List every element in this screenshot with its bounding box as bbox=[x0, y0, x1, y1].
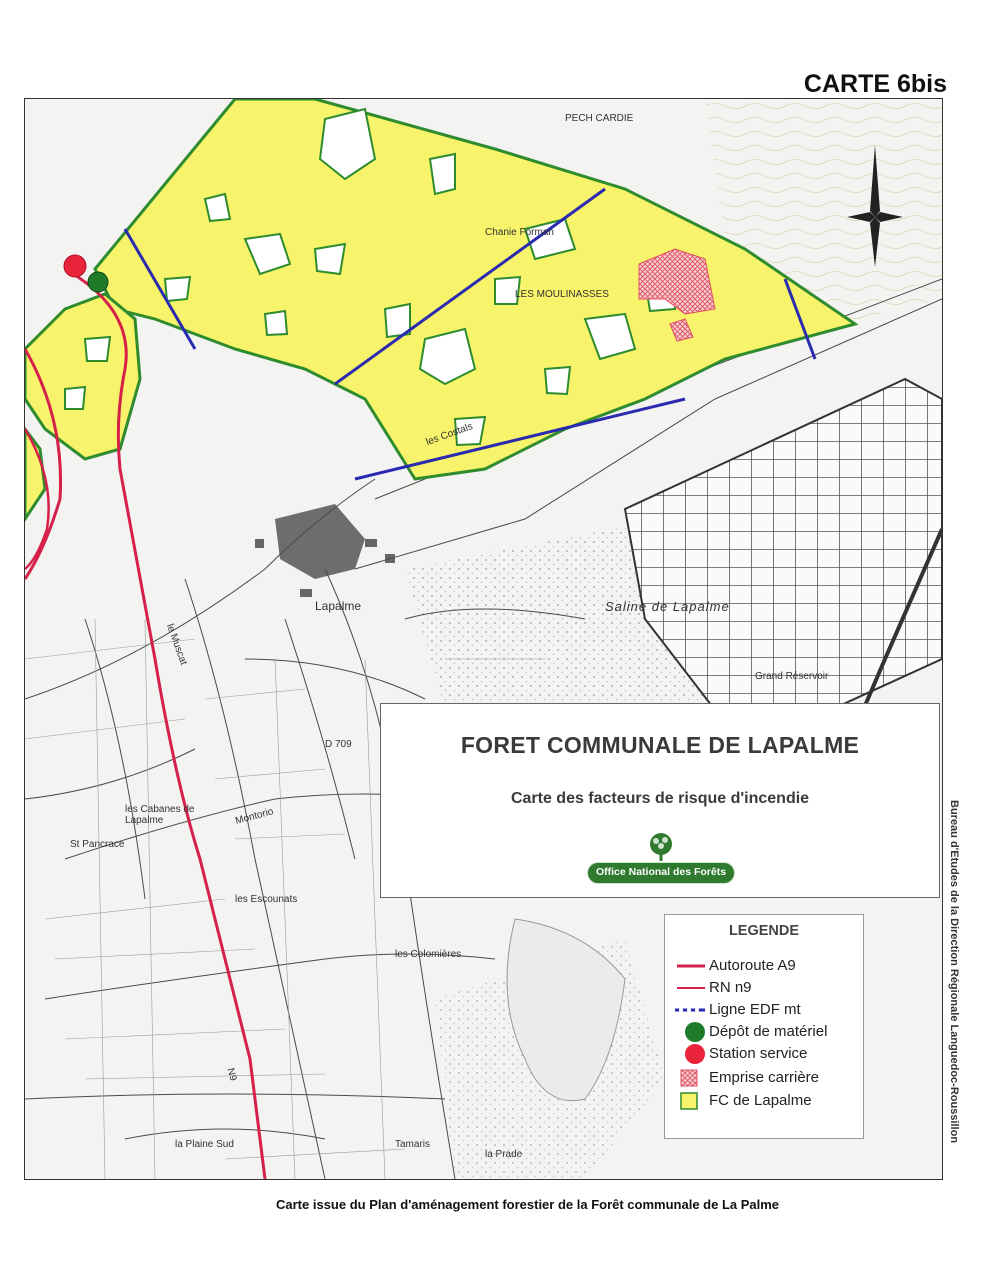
legend-item-fc bbox=[675, 1091, 861, 1111]
place-st-pancrace: St Pancrace bbox=[70, 839, 125, 850]
place-colomieres: les Colomières bbox=[395, 949, 462, 960]
side-credit-text: Bureau d'Etudes de la Direction Régionale Languedoc-Roussillon bbox=[948, 800, 960, 1144]
legend-label: Emprise carrière bbox=[709, 1069, 820, 1086]
place-cabanes: les Cabanes de Lapalme bbox=[125, 804, 195, 826]
yellow-square-icon bbox=[675, 1091, 705, 1111]
legend-item-depot bbox=[675, 1022, 861, 1042]
legend-title: LEGENDE bbox=[728, 923, 800, 939]
legend-box bbox=[664, 914, 864, 1139]
place-lapalme: Lapalme bbox=[315, 599, 362, 613]
map-title: FORET COMMUNALE DE LAPALME bbox=[460, 732, 860, 758]
red-line-icon bbox=[675, 956, 705, 976]
legend-item-edf bbox=[675, 1000, 861, 1020]
place-saline: Saline de Lapalme bbox=[605, 599, 730, 614]
side-credit bbox=[950, 800, 970, 1180]
depot-materiel-marker bbox=[88, 272, 108, 292]
legend-item-station bbox=[675, 1044, 861, 1064]
legend-label: RN n9 bbox=[709, 979, 752, 996]
legend-item-rn9 bbox=[675, 978, 861, 998]
place-chanie: Chanie Forman bbox=[485, 227, 554, 238]
legend-item-autoroute bbox=[675, 956, 861, 976]
legend-item-carriere bbox=[675, 1068, 861, 1088]
card-number-label: CARTE 6bis bbox=[803, 70, 947, 98]
onf-logo-text: Office National des Forêts bbox=[587, 862, 735, 884]
map-subtitle: Carte des facteurs de risque d'incendie bbox=[510, 790, 810, 807]
tree-icon bbox=[645, 832, 677, 862]
red-dot-icon bbox=[675, 1044, 705, 1064]
place-pech-cardie: PECH CARDIE bbox=[565, 113, 634, 124]
onf-logo bbox=[587, 832, 735, 884]
place-muscat: le Muscat bbox=[163, 622, 189, 667]
red-line-icon bbox=[675, 978, 705, 998]
green-dot-icon bbox=[675, 1022, 705, 1042]
place-escounats: les Escounats bbox=[235, 894, 298, 905]
footer-caption: Carte issue du Plan d'aménagement forestier de la Forêt communale de La Palme bbox=[276, 1197, 780, 1212]
legend-label: Station service bbox=[709, 1045, 808, 1062]
hatched-square-icon bbox=[675, 1068, 705, 1088]
power-line-icon bbox=[675, 1000, 705, 1020]
place-grand-reservoir: Grand Réservoir bbox=[755, 671, 829, 682]
place-costals: les Costals bbox=[424, 420, 475, 449]
place-plaine-sud: la Plaine Sud bbox=[175, 1139, 234, 1150]
place-tamaris: Tamaris bbox=[395, 1139, 431, 1150]
place-prade: la Prade bbox=[485, 1149, 523, 1160]
station-service-marker bbox=[64, 255, 86, 277]
map-title-box bbox=[380, 703, 940, 898]
place-montorio: Montorio bbox=[234, 806, 275, 827]
legend-label: Dépôt de matériel bbox=[709, 1023, 828, 1040]
place-moulinasses: LES MOULINASSES bbox=[515, 289, 609, 300]
place-d709: D 709 bbox=[325, 739, 352, 750]
legend-label: Autoroute A9 bbox=[709, 957, 796, 974]
place-n9: N9 bbox=[224, 1066, 239, 1083]
legend-label: FC de Lapalme bbox=[709, 1092, 812, 1109]
legend-label: Ligne EDF mt bbox=[709, 1001, 801, 1018]
